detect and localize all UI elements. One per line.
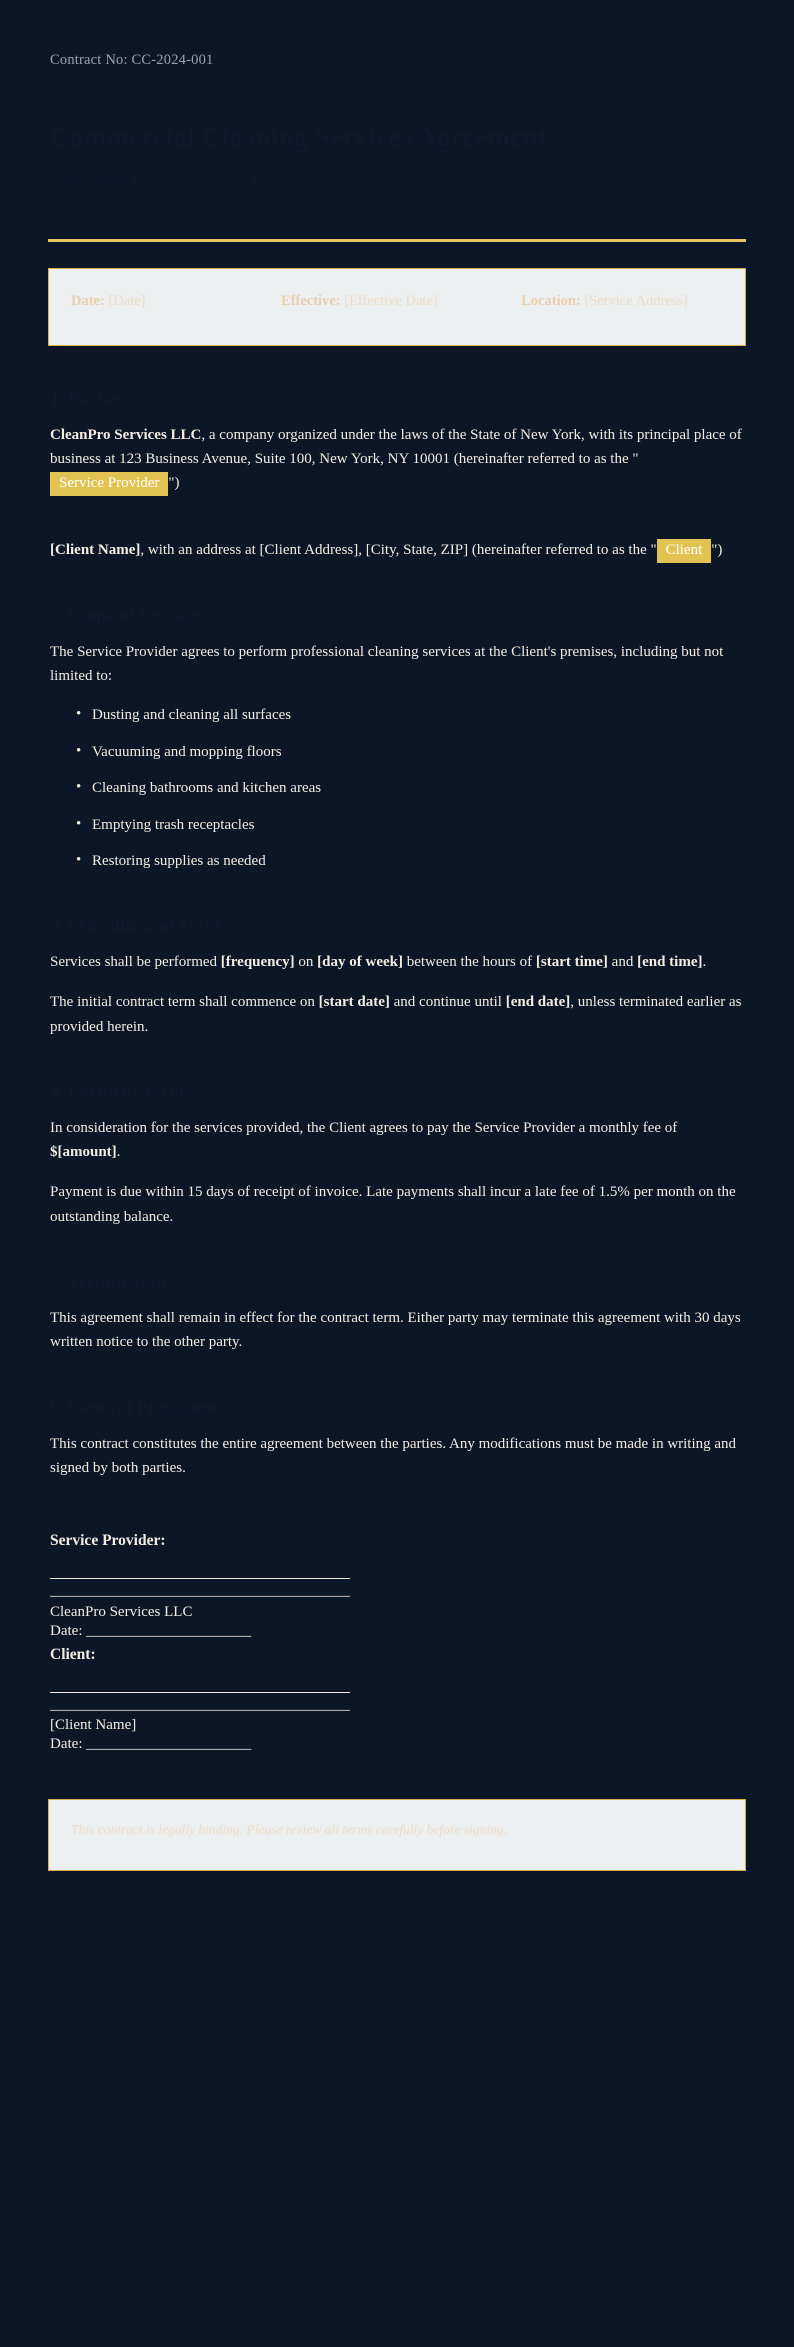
payment-text-2: . xyxy=(116,1144,121,1161)
schedule-text-2: on xyxy=(294,953,318,970)
term-start-date: [start date] xyxy=(318,994,390,1011)
list-item: • Dusting and cleaning all surfaces xyxy=(76,704,746,727)
payment-text-1: In consideration for the services provided, the Client agrees to pay the Service Provider a monthly fee of xyxy=(50,1119,678,1136)
meta-date-label: Date: xyxy=(71,292,105,309)
header-divider xyxy=(48,239,746,242)
section-heading-parties: 1. Parties xyxy=(50,387,124,408)
document-header xyxy=(48,52,746,242)
signature-block-provider xyxy=(48,1532,746,1640)
contract-number: Contract No: CC-2024-001 xyxy=(50,52,214,68)
schedule-text-5: . xyxy=(702,953,707,970)
provider-text-after: ") xyxy=(168,475,180,492)
meta-location-label: Location: xyxy=(521,292,581,309)
signature-underscores-provider: ________________________________________ xyxy=(50,1583,350,1600)
client-name: [Client Name] xyxy=(50,542,141,559)
signature-line-provider[interactable] xyxy=(50,1578,350,1579)
section-heading-termination: 5. Termination xyxy=(50,1271,166,1292)
section-termination xyxy=(48,1271,746,1355)
term-text-2: and continue until xyxy=(389,994,506,1011)
section-parties xyxy=(48,388,746,496)
signature-block-client xyxy=(48,1646,746,1754)
signature-role-client: Client: xyxy=(50,1645,96,1663)
section-heading-payment: 4. Payment Terms xyxy=(50,1080,192,1101)
schedule-frequency: [frequency] xyxy=(220,953,295,970)
term-text-3: , unless terminated earlier as provided herein. xyxy=(50,994,742,1035)
meta-date-value: [Date] xyxy=(108,292,146,309)
meta-effective xyxy=(281,291,486,313)
signature-area xyxy=(48,1532,746,1753)
footer-note-panel xyxy=(48,1799,746,1871)
meta-effective-value: [Effective Date] xyxy=(344,292,438,309)
contract-meta-band xyxy=(48,268,746,346)
page-subtitle: Professional Cleaning Services Contract xyxy=(50,171,309,189)
schedule-paragraph-1 xyxy=(50,950,746,974)
signature-date-provider[interactable]: Date: ______________________ xyxy=(50,1622,252,1639)
service-list xyxy=(50,704,746,873)
list-item: • Vacuuming and mopping floors xyxy=(76,741,746,764)
schedule-start-time: [start time] xyxy=(535,953,608,970)
party-provider-paragraph xyxy=(50,423,746,496)
signature-date-client[interactable]: Date: ______________________ xyxy=(50,1736,252,1753)
list-item: • Emptying trash receptacles xyxy=(76,814,746,837)
schedule-paragraph-2 xyxy=(50,990,746,1039)
list-item: • Cleaning bathrooms and kitchen areas xyxy=(76,777,746,800)
signature-line-client[interactable] xyxy=(50,1692,350,1693)
general-paragraph: This contract constitutes the entire agreement between the parties. Any modifications must be made in writing and signed by both parties. xyxy=(50,1435,737,1476)
client-term-pill: Client xyxy=(657,539,712,563)
meta-effective-label: Effective: xyxy=(281,292,341,309)
schedule-end-time: [end time] xyxy=(637,953,703,970)
client-text-before: , with an address at [Client Address], [City, State, ZIP] (hereinafter referred to as the " xyxy=(140,542,657,559)
payment-paragraph-2: Payment is due within 15 days of receipt of invoice. Late payments shall incur a late fee of 1.5% per month on the outstanding balance. xyxy=(50,1184,736,1225)
list-item: • Restoring supplies as needed xyxy=(76,850,746,873)
footer-note-text: This contract is legally binding. Please review all terms carefully before signing. xyxy=(71,1822,508,1838)
section-party-client xyxy=(48,538,746,563)
provider-name: CleanPro Services LLC xyxy=(50,426,202,443)
payment-paragraph-1 xyxy=(50,1116,746,1165)
signature-name-client: [Client Name] xyxy=(50,1717,137,1734)
signature-underscores-client: ________________________________________ xyxy=(50,1696,350,1713)
page-title: Commercial Cleaning Services Agreement xyxy=(50,122,548,152)
meta-location-value: [Service Address] xyxy=(584,292,688,309)
section-services xyxy=(48,605,746,873)
section-schedule xyxy=(48,915,746,1039)
term-end-date: [end date] xyxy=(505,994,571,1011)
section-heading-services: 2. Scope of Services xyxy=(50,604,204,625)
signature-role-provider: Service Provider: xyxy=(50,1532,166,1550)
section-heading-schedule: 3. Schedule and Term xyxy=(50,914,221,935)
meta-location xyxy=(486,291,723,313)
termination-paragraph: This agreement shall remain in effect for the contract term. Either party may terminate this agreement with 30 days written notice to the other party. xyxy=(50,1310,741,1351)
provider-term-pill: Service Provider xyxy=(50,472,168,496)
section-heading-general: 6. General Provisions xyxy=(50,1396,219,1417)
term-text-1: The initial contract term shall commence on xyxy=(50,994,319,1011)
section-general-provisions xyxy=(48,1397,746,1481)
provider-text-before: , a company organized under the laws of the State of New York, with its principal place of business at 123 Business Avenue, Suite 100, New York, NY 10001 (hereinafter referred to as the " xyxy=(50,426,742,468)
schedule-text-3: between the hours of xyxy=(402,953,536,970)
meta-date xyxy=(71,291,281,313)
client-text-after: ") xyxy=(711,542,723,559)
schedule-text-1: Services shall be performed xyxy=(50,953,221,970)
signature-name-provider: CleanPro Services LLC xyxy=(50,1603,193,1620)
schedule-day: [day of week] xyxy=(317,953,403,970)
services-intro: The Service Provider agrees to perform professional cleaning services at the Client's premises, including but not limited to: xyxy=(50,643,724,685)
schedule-text-4: and xyxy=(607,953,638,970)
payment-amount: $[amount] xyxy=(50,1144,117,1161)
section-payment xyxy=(48,1081,746,1229)
party-client-paragraph xyxy=(50,538,746,563)
